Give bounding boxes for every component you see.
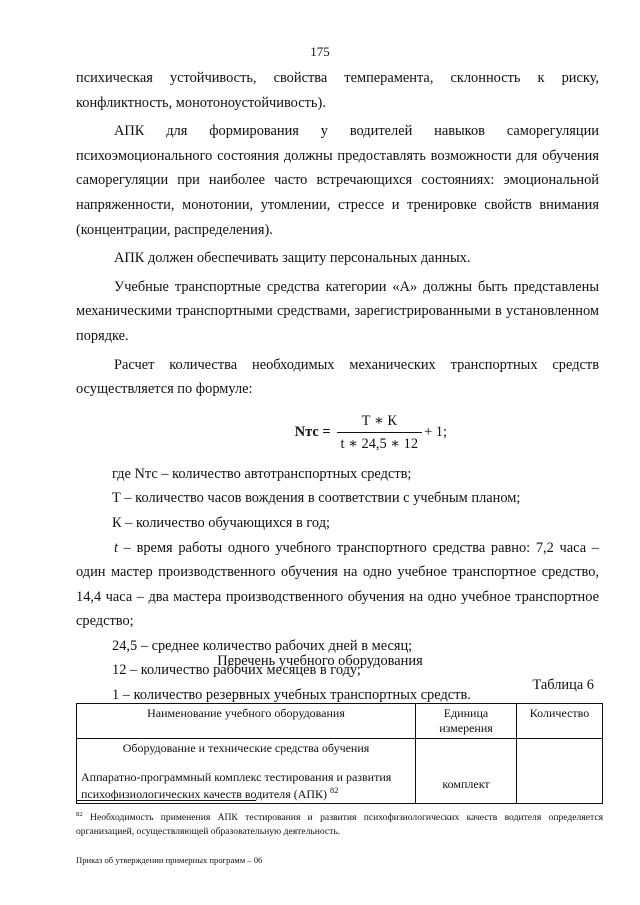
header-unit: Единица измерения bbox=[416, 704, 517, 739]
paragraph-5: Расчет количества необходимых механических транспортных средств осуществляется по формуле: bbox=[76, 356, 599, 398]
equipment-name-cell bbox=[77, 739, 416, 804]
table-header-row bbox=[77, 704, 603, 739]
page-footer: Приказ об утверждении примерных программ – 06 bbox=[76, 855, 263, 865]
equipment-group-title: Оборудование и технические средства обучения bbox=[122, 741, 370, 755]
definition-t-time bbox=[76, 536, 599, 634]
paragraph-4: Учебные транспортные средства категории «А» должны быть представлены механическими транспортными средствами, зарегистрированными в установленном порядке. bbox=[76, 278, 599, 344]
paragraph-3: АПК должен обеспечивать защиту персональных данных. bbox=[114, 250, 471, 267]
footnote bbox=[76, 808, 603, 839]
unit-cell: комплект bbox=[416, 739, 517, 804]
footnote-separator bbox=[76, 800, 256, 801]
formula-lhs: Nтс = bbox=[294, 424, 331, 441]
footnote-number: 82 bbox=[76, 811, 83, 818]
table-row bbox=[77, 739, 603, 804]
definition-months: 12 – количество рабочих месяцев в году; bbox=[112, 662, 361, 679]
qty-cell bbox=[517, 739, 603, 804]
body-text bbox=[76, 66, 599, 708]
header-name: Наименование учебного оборудования bbox=[77, 704, 416, 739]
formula bbox=[76, 404, 599, 462]
equipment-item bbox=[81, 770, 411, 801]
formula-fraction bbox=[337, 411, 423, 454]
definition-k: К – количество обучающихся в год; bbox=[112, 514, 331, 531]
footnote-ref: 82 bbox=[330, 786, 339, 795]
paragraph-2: АПК для формирования у водителей навыков саморегуляции психоэмоционального состояния должны предоставлять возможности для обучения саморегуляции при наиболее часто встречающихся состояниях: эмоциональной напряженности, монотонии, утомлении, стрессе и тренировке свойств внимания (концентрации, распределения). bbox=[76, 123, 599, 238]
definition-t-text: – время работы одного учебного транспортного средства равно: 7,2 часа – один мастер производственного обучения на одно учебное транспортное средство, 14,4 часа – два мастера производственного обучения на одно учебное транспортное средство; bbox=[76, 539, 599, 630]
equipment-table bbox=[76, 703, 603, 804]
definition-days: 24,5 – среднее количество рабочих дней в месяц; bbox=[112, 637, 413, 654]
definition-n: где Nтс – количество автотранспортных средств; bbox=[112, 465, 412, 482]
definition-t-symbol: t bbox=[114, 539, 118, 556]
formula-denominator: t ∗ 24,5 ∗ 12 bbox=[337, 432, 423, 454]
table-caption: Перечень учебного оборудования bbox=[217, 653, 423, 669]
page-number: 175 bbox=[310, 44, 330, 59]
footnote-text: Необходимость применения АПК тестирования и развития психофизиологических качеств водителя определяется организацией, осуществляющей образовательную деятельность. bbox=[76, 812, 603, 838]
table-number: Таблица 6 bbox=[532, 677, 594, 693]
definition-t-hours: Т – количество часов вождения в соответствии с учебным планом; bbox=[112, 490, 521, 507]
formula-rhs: + 1; bbox=[424, 424, 447, 441]
paragraph-1: психическая устойчивость, свойства темперамента, склонность к риску, конфликтность, монотоноустойчивость). bbox=[76, 70, 599, 111]
header-qty: Количество bbox=[517, 704, 603, 739]
equipment-item-name: Аппаратно-программный комплекс тестирования и развития психофизиологических качеств водителя (АПК) bbox=[81, 770, 392, 801]
definition-reserve: 1 – количество резервных учебных транспортных средств. bbox=[112, 687, 471, 704]
formula-numerator: Т ∗ К bbox=[361, 413, 397, 430]
